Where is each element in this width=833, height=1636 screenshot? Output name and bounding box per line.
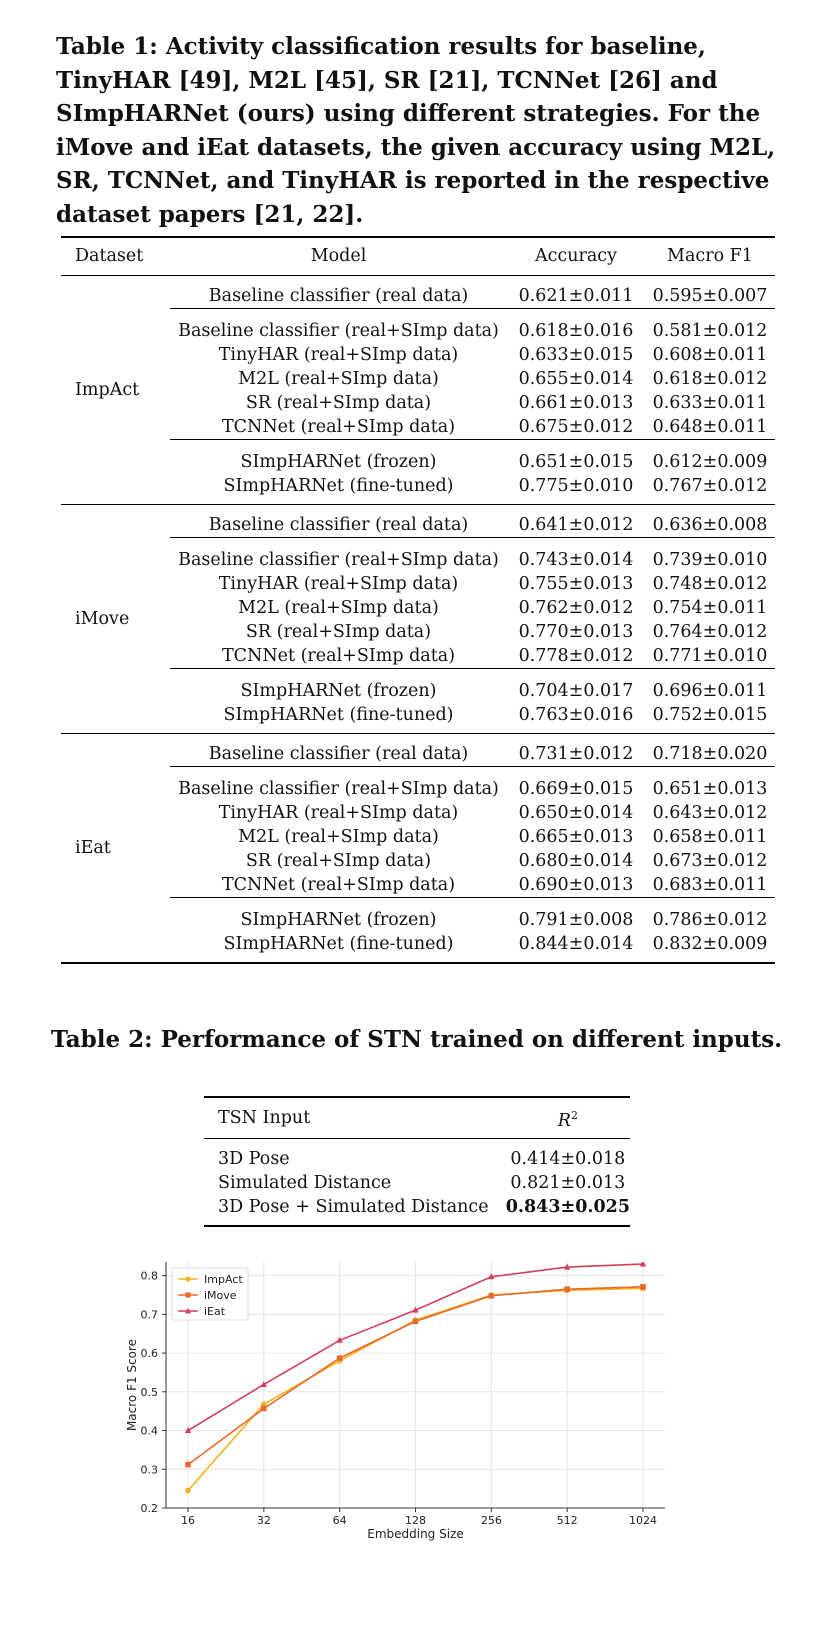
separator-cell [170, 537, 775, 548]
model-cell: SImpHARNet (fine-tuned) [223, 475, 454, 496]
y-tick-label: 0.8 [140, 1269, 158, 1283]
model-cell: SImpHARNet (fine-tuned) [223, 704, 454, 725]
dataset-name: ImpAct [61, 275, 170, 504]
x-tick-label: 1024 [629, 1514, 657, 1527]
model-cell: M2L (real+SImp data) [238, 597, 439, 618]
table2-body [204, 1139, 630, 1227]
accuracy-cell: 0.641±0.012 [518, 514, 634, 535]
separator-cell [170, 275, 775, 284]
separator-cell [170, 733, 775, 742]
macro-f1-cell: 0.595±0.007 [652, 285, 768, 306]
macro-f1-cell: 0.696±0.011 [652, 680, 768, 701]
accuracy-cell: 0.731±0.012 [518, 743, 634, 764]
y-tick-label: 0.5 [140, 1385, 158, 1399]
macro-f1-cell: 0.771±0.010 [652, 645, 768, 666]
accuracy-cell: 0.690±0.013 [518, 874, 634, 895]
macro-f1-cell: 0.658±0.011 [652, 826, 768, 847]
embedding-size-chart [120, 1262, 720, 1632]
x-tick-label: 32 [256, 1514, 271, 1527]
model-cell: SImpHARNet (frozen) [240, 451, 437, 472]
macro-f1-cell: 0.754±0.011 [652, 597, 768, 618]
table1-caption: Table 1: Activity classification results for baseline, TinyHAR [49], M2L [45], SR [21], TCNNet [26] and SImpHARNet (ours) using different strategies. For the iMove and iEat datasets, the given accuracy using M2L, SR, TCNNet, and TinyHAR is reported in the respective dataset papers [21, 22]. [56, 33, 776, 228]
macro-f1-cell: 0.633±0.011 [652, 392, 768, 413]
y-tick-label: 0.6 [140, 1347, 158, 1361]
legend-label: iEat [204, 1305, 226, 1318]
model-cell: SR (real+SImp data) [245, 621, 432, 642]
model-cell: TinyHAR (real+SImp data) [218, 802, 459, 823]
table1-header-row [61, 237, 775, 275]
x-tick-label: 512 [556, 1514, 578, 1527]
r2-cell: 0.821±0.013 [510, 1173, 626, 1193]
separator-cell [170, 766, 775, 777]
data-point-imove [564, 1286, 570, 1292]
table-row [204, 1171, 630, 1195]
model-cell: TCNNet (real+SImp data) [221, 645, 456, 666]
header-r2-symbol: R [557, 1110, 571, 1131]
x-tick-label: 64 [332, 1514, 347, 1527]
header-macro-f1: Macro F1 [645, 237, 775, 275]
macro-f1-cell: 0.752±0.015 [652, 704, 768, 725]
y-axis-label: Macro F1 Score [125, 1338, 139, 1432]
accuracy-cell: 0.680±0.014 [518, 850, 634, 871]
header-r2 [506, 1097, 630, 1139]
macro-f1-cell: 0.786±0.012 [652, 909, 768, 930]
header-tsn-input: TSN Input [204, 1097, 506, 1139]
separator-cell [170, 308, 775, 319]
model-cell: SImpHARNet (fine-tuned) [223, 933, 454, 954]
table2-header-row [204, 1097, 630, 1139]
macro-f1-cell: 0.643±0.012 [652, 802, 768, 823]
accuracy-cell: 0.778±0.012 [518, 645, 634, 666]
separator-cell [170, 897, 775, 908]
accuracy-cell: 0.633±0.015 [518, 344, 634, 365]
macro-f1-cell: 0.636±0.008 [652, 514, 768, 535]
x-tick-label: 256 [480, 1514, 502, 1527]
model-cell: SImpHARNet (frozen) [240, 680, 437, 701]
header-accuracy: Accuracy [507, 237, 645, 275]
data-point-imove [185, 1462, 191, 1468]
legend-label: iMove [204, 1289, 237, 1302]
macro-f1-cell: 0.608±0.011 [652, 344, 768, 365]
data-point-imove [489, 1293, 495, 1299]
model-cell: TCNNet (real+SImp data) [221, 874, 456, 895]
tsn-input-cell: 3D Pose [218, 1149, 290, 1169]
separator-cell [170, 504, 775, 513]
accuracy-cell: 0.618±0.016 [518, 320, 634, 341]
tsn-input-cell: Simulated Distance [218, 1173, 392, 1193]
stn-table [204, 1096, 630, 1227]
x-tick-label: 128 [405, 1514, 426, 1527]
accuracy-cell: 0.655±0.014 [518, 368, 634, 389]
y-tick-label: 0.2 [140, 1502, 158, 1515]
accuracy-cell: 0.650±0.014 [518, 802, 634, 823]
table-row [204, 1195, 630, 1226]
tsn-input-cell: 3D Pose + Simulated Distance [204, 1195, 506, 1226]
data-point-impact [185, 1488, 191, 1494]
accuracy-cell: 0.763±0.016 [518, 704, 634, 725]
header-r2-superscript: 2 [570, 1108, 578, 1122]
model-cell: M2L (real+SImp data) [238, 368, 439, 389]
macro-f1-cell: 0.618±0.012 [652, 368, 768, 389]
data-point-imove [413, 1319, 419, 1325]
macro-f1-cell: 0.612±0.009 [652, 451, 768, 472]
model-cell: Baseline classifier (real+SImp data) [178, 778, 499, 799]
table2-caption: Table 2: Performance of STN trained on different inputs. [50, 1026, 783, 1053]
dataset-end-cell [170, 956, 775, 963]
model-cell: SR (real+SImp data) [245, 850, 432, 871]
x-tick-label: 16 [181, 1514, 195, 1527]
macro-f1-cell: 0.832±0.009 [652, 933, 768, 954]
accuracy-cell: 0.621±0.011 [518, 285, 634, 306]
group-separator [61, 504, 775, 513]
stn-table-container [204, 1096, 630, 1227]
model-cell: Baseline classifier (real data) [208, 743, 469, 764]
accuracy-cell: 0.791±0.008 [518, 909, 634, 930]
header-model: Model [170, 237, 507, 275]
macro-f1-cell: 0.739±0.010 [652, 549, 768, 570]
table-row [204, 1139, 630, 1172]
data-point-imove [640, 1284, 646, 1290]
accuracy-cell: 0.704±0.017 [518, 680, 634, 701]
accuracy-cell: 0.743±0.014 [518, 549, 634, 570]
legend-marker [185, 1292, 190, 1297]
header-dataset: Dataset [61, 237, 170, 275]
group-separator [61, 275, 775, 284]
model-cell: M2L (real+SImp data) [238, 826, 439, 847]
group-separator [61, 733, 775, 742]
model-cell: Baseline classifier (real+SImp data) [178, 549, 499, 570]
model-cell: TinyHAR (real+SImp data) [218, 344, 459, 365]
legend-label: ImpAct [204, 1273, 243, 1286]
results-table [61, 236, 775, 964]
results-table-container [61, 236, 775, 964]
accuracy-cell: 0.844±0.014 [518, 933, 634, 954]
macro-f1-cell: 0.767±0.012 [652, 475, 768, 496]
accuracy-cell: 0.665±0.013 [518, 826, 634, 847]
accuracy-cell: 0.661±0.013 [518, 392, 634, 413]
macro-f1-cell: 0.718±0.020 [652, 743, 768, 764]
accuracy-cell: 0.675±0.012 [518, 416, 634, 437]
dataset-name: iEat [61, 733, 170, 963]
accuracy-cell: 0.669±0.015 [518, 778, 634, 799]
accuracy-cell: 0.651±0.015 [518, 451, 634, 472]
x-axis-label: Embedding Size [367, 1527, 464, 1541]
r2-cell: 0.414±0.018 [510, 1149, 626, 1169]
macro-f1-cell: 0.764±0.012 [652, 621, 768, 642]
accuracy-cell: 0.755±0.013 [518, 573, 634, 594]
r2-cell: 0.843±0.025 [506, 1195, 630, 1226]
separator-cell [170, 439, 775, 450]
model-cell: SImpHARNet (frozen) [240, 909, 437, 930]
y-tick-label: 0.3 [140, 1463, 158, 1477]
model-cell: TinyHAR (real+SImp data) [218, 573, 459, 594]
dataset-name: iMove [61, 504, 170, 733]
accuracy-cell: 0.775±0.010 [518, 475, 634, 496]
separator-cell [170, 668, 775, 679]
model-cell: Baseline classifier (real data) [208, 285, 469, 306]
macro-f1-cell: 0.673±0.012 [652, 850, 768, 871]
data-point-imove [261, 1406, 267, 1412]
y-tick-label: 0.4 [140, 1424, 158, 1438]
data-point-imove [337, 1355, 343, 1361]
macro-f1-cell: 0.651±0.013 [652, 778, 768, 799]
model-cell: TCNNet (real+SImp data) [221, 416, 456, 437]
y-tick-label: 0.7 [140, 1308, 158, 1322]
legend-marker [185, 1276, 190, 1281]
table1-body [61, 275, 775, 963]
accuracy-cell: 0.762±0.012 [518, 597, 634, 618]
model-cell: Baseline classifier (real data) [208, 514, 469, 535]
macro-f1-cell: 0.748±0.012 [652, 573, 768, 594]
accuracy-cell: 0.770±0.013 [518, 621, 634, 642]
macro-f1-cell: 0.683±0.011 [652, 874, 768, 895]
model-cell: Baseline classifier (real+SImp data) [178, 320, 499, 341]
macro-f1-cell: 0.581±0.012 [652, 320, 768, 341]
macro-f1-cell: 0.648±0.011 [652, 416, 768, 437]
model-cell: SR (real+SImp data) [245, 392, 432, 413]
